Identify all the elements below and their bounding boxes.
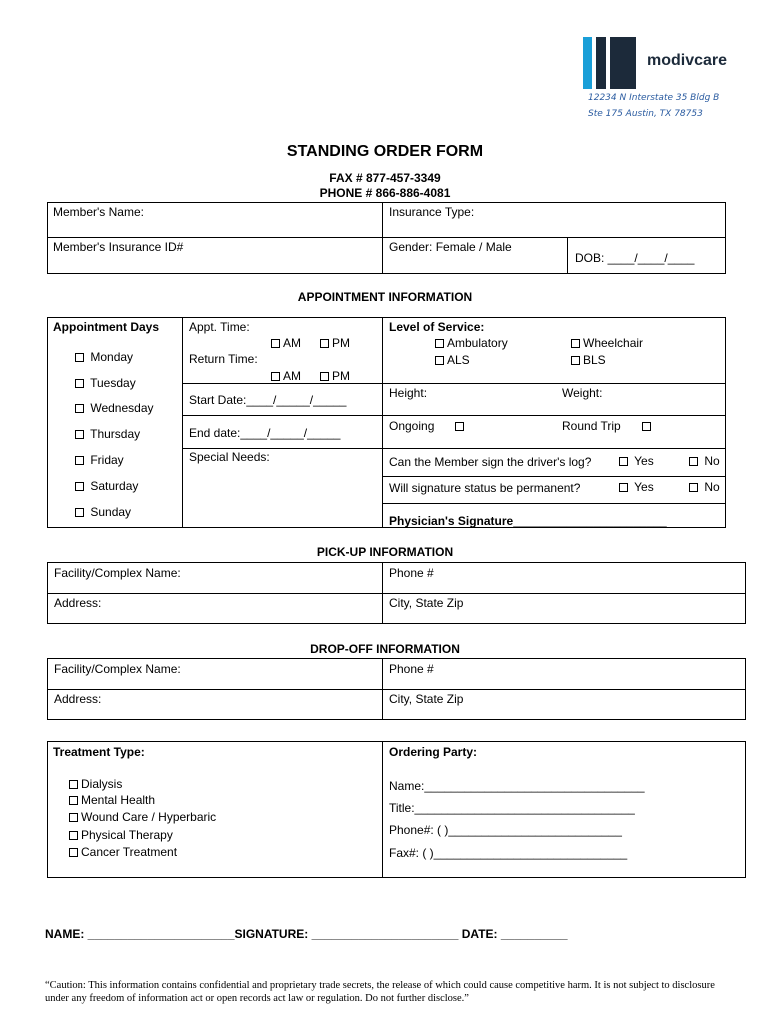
logo-bar-blue	[583, 37, 592, 89]
day-monday[interactable]: Monday	[75, 350, 133, 364]
checkbox-icon[interactable]	[69, 780, 78, 789]
height-label[interactable]: Height:	[389, 386, 428, 400]
address-line-1: 12234 N Interstate 35 Bldg B	[588, 93, 720, 103]
option-als[interactable]: ALS	[435, 353, 470, 367]
pickup-facility-label[interactable]: Facility/Complex Name:	[54, 566, 181, 580]
permanent-yes[interactable]: Yes	[619, 480, 654, 494]
checkbox-icon[interactable]	[619, 457, 628, 466]
round-trip-option[interactable]: Round Trip	[562, 419, 654, 433]
end-date-field[interactable]: End date:____/_____/_____	[189, 426, 341, 440]
checkbox-icon[interactable]	[571, 356, 580, 365]
dropoff-phone-label[interactable]: Phone #	[389, 662, 434, 676]
day-tuesday[interactable]: Tuesday	[75, 376, 136, 390]
caution-notice: “Caution: This information contains confidential and proprietary trade secrets, the release of which could cause competitive harm. It is not subject to disclosure under any freedom of information act or open records act law or regulation. Do not further disclose.”	[45, 980, 715, 1004]
pickup-section-title: PICK-UP INFORMATION	[316, 545, 454, 559]
treatment-cancer[interactable]: Cancer Treatment	[69, 845, 177, 859]
signature-line[interactable]: NAME: ______________________SIGNATURE: ______________________ DATE: __________	[45, 927, 568, 941]
appt-time-am[interactable]: AM	[271, 336, 301, 350]
fax-number: FAX # 877-457-3349	[329, 171, 441, 185]
checkbox-icon[interactable]	[320, 339, 329, 348]
permanent-no[interactable]: No	[689, 480, 720, 494]
checkbox-icon[interactable]	[69, 848, 78, 857]
option-ambulatory[interactable]: Ambulatory	[435, 336, 508, 350]
option-bls[interactable]: BLS	[571, 353, 606, 367]
day-sunday[interactable]: Sunday	[75, 505, 131, 519]
brand-name: modivcare	[647, 52, 728, 69]
appt-time-label: Appt. Time:	[189, 320, 250, 334]
sign-log-no[interactable]: No	[689, 454, 720, 468]
ordering-phone-field[interactable]: Phone#: ( )__________________________	[389, 823, 622, 837]
checkbox-icon[interactable]	[455, 422, 464, 431]
treatment-mental-health[interactable]: Mental Health	[69, 793, 155, 807]
checkbox-icon[interactable]	[689, 483, 698, 492]
ongoing-option[interactable]: Ongoing	[389, 419, 467, 433]
ordering-name-field[interactable]: Name:_________________________________	[389, 779, 645, 793]
checkbox-icon[interactable]	[571, 339, 580, 348]
sign-log-yes[interactable]: Yes	[619, 454, 654, 468]
return-time-pm[interactable]: PM	[320, 369, 350, 383]
return-time-am[interactable]: AM	[271, 369, 301, 383]
checkbox-icon[interactable]	[75, 379, 84, 388]
checkbox-icon[interactable]	[75, 508, 84, 517]
dob-label[interactable]: DOB: ____/____/____	[575, 251, 695, 265]
special-needs-label[interactable]: Special Needs:	[189, 450, 270, 464]
sign-log-question: Can the Member sign the driver's log?	[389, 455, 592, 469]
option-wheelchair[interactable]: Wheelchair	[571, 336, 643, 350]
checkbox-icon[interactable]	[320, 372, 329, 381]
checkbox-icon[interactable]	[75, 482, 84, 491]
day-wednesday[interactable]: Wednesday	[75, 401, 154, 415]
checkbox-icon[interactable]	[75, 353, 84, 362]
dropoff-section-title: DROP-OFF INFORMATION	[310, 642, 460, 656]
dropoff-facility-label[interactable]: Facility/Complex Name:	[54, 662, 181, 676]
dropoff-address-label[interactable]: Address:	[54, 692, 102, 706]
address-line-2: Ste 175 Austin, TX 78753	[588, 109, 703, 119]
appointment-days-title: Appointment Days	[53, 320, 160, 334]
checkbox-icon[interactable]	[75, 456, 84, 465]
phone-number: PHONE # 866-886-4081	[319, 186, 451, 200]
checkbox-icon[interactable]	[642, 422, 651, 431]
treatment-physical-therapy[interactable]: Physical Therapy	[69, 828, 173, 842]
day-saturday[interactable]: Saturday	[75, 479, 138, 493]
treatment-type-title: Treatment Type:	[53, 745, 145, 759]
page-title: STANDING ORDER FORM	[286, 143, 484, 160]
treatment-dialysis[interactable]: Dialysis	[69, 777, 122, 791]
checkbox-icon[interactable]	[69, 831, 78, 840]
day-thursday[interactable]: Thursday	[75, 427, 140, 441]
checkbox-icon[interactable]	[619, 483, 628, 492]
pickup-address-label[interactable]: Address:	[54, 596, 102, 610]
checkbox-icon[interactable]	[689, 457, 698, 466]
checkbox-icon[interactable]	[75, 404, 84, 413]
gender-label[interactable]: Gender: Female / Male	[389, 240, 512, 254]
day-friday[interactable]: Friday	[75, 453, 124, 467]
ordering-party-title: Ordering Party:	[389, 745, 478, 759]
checkbox-icon[interactable]	[435, 339, 444, 348]
checkbox-icon[interactable]	[69, 813, 78, 822]
appointment-section-title: APPOINTMENT INFORMATION	[297, 290, 473, 304]
appt-time-pm[interactable]: PM	[320, 336, 350, 350]
level-of-service-title: Level of Service:	[389, 320, 485, 334]
treatment-wound-care[interactable]: Wound Care / Hyperbaric	[69, 810, 216, 824]
checkbox-icon[interactable]	[435, 356, 444, 365]
start-date-field[interactable]: Start Date:____/_____/_____	[189, 393, 347, 407]
physician-signature-field[interactable]: Physician's Signature_______________________	[389, 514, 667, 528]
checkbox-icon[interactable]	[271, 339, 280, 348]
logo-bar-dark-2	[610, 37, 636, 89]
insurance-id-label[interactable]: Member's Insurance ID#	[53, 240, 184, 254]
insurance-type-label[interactable]: Insurance Type:	[389, 205, 475, 219]
pickup-city-label[interactable]: City, State Zip	[389, 596, 464, 610]
return-time-label: Return Time:	[189, 352, 258, 366]
ordering-fax-field[interactable]: Fax#: ( )_____________________________	[389, 846, 628, 860]
weight-label[interactable]: Weight:	[562, 386, 603, 400]
logo-bar-dark-1	[596, 37, 606, 89]
checkbox-icon[interactable]	[271, 372, 280, 381]
permanent-question: Will signature status be permanent?	[389, 481, 581, 495]
member-name-label[interactable]: Member's Name:	[53, 205, 144, 219]
checkbox-icon[interactable]	[69, 796, 78, 805]
dropoff-city-label[interactable]: City, State Zip	[389, 692, 464, 706]
pickup-phone-label[interactable]: Phone #	[389, 566, 434, 580]
checkbox-icon[interactable]	[75, 430, 84, 439]
ordering-title-field[interactable]: Title:_________________________________	[389, 801, 635, 815]
